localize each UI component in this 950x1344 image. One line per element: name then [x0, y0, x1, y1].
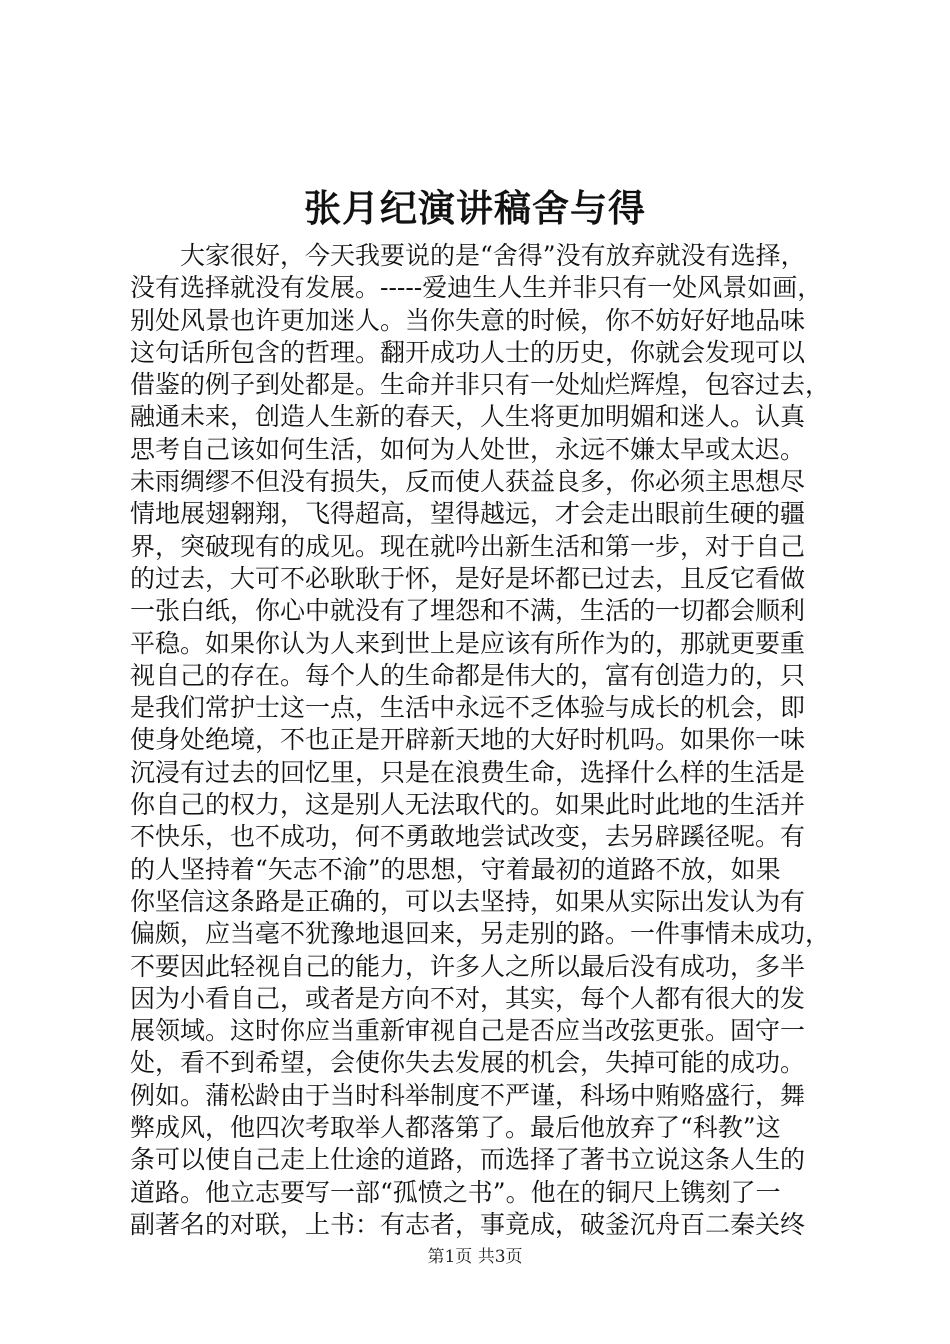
- paragraph-line: 你坚信这条路是正确的，可以去坚持，如果从实际出发认为有: [130, 886, 806, 916]
- paragraph-line: 情地展翅翱翔，飞得超高，望得越远，才会走出眼前生硬的疆: [130, 499, 806, 529]
- paragraph-line: 未雨绸缪不但没有损失，反而使人获益良多，你必须主思想尽: [130, 467, 806, 497]
- paragraph-line: 视自己的存在。每个人的生命都是伟大的，富有创造力的，只: [130, 660, 806, 690]
- paragraph-line: 处，看不到希望，会使你失去发展的机会，失掉可能的成功。: [130, 1048, 806, 1078]
- paragraph-line: 的过去，大可不必耿耿于怀，是好是坏都已过去，且反它看做: [130, 563, 806, 593]
- document-title: 张月纪演讲稿舍与得: [304, 186, 646, 230]
- paragraph-line: 思考自己该如何生活，如何为人处世，永远不嫌太早或太迟。: [130, 434, 806, 464]
- paragraph-line: 借鉴的例子到处都是。生命并非只有一处灿烂辉煌，包容过去，: [130, 370, 831, 400]
- paragraph-line: 例如。蒲松龄由于当时科举制度不严谨，科场中贿赂盛行，舞: [130, 1080, 806, 1110]
- paragraph-line: 大家很好，今天我要说的是“舍得”没有放弃就没有选择，: [180, 241, 806, 270]
- paragraph-line: 沉浸有过去的回忆里，只是在浪费生命，选择什么样的生活是: [130, 757, 806, 787]
- paragraph-line: 没有选择就没有发展。-----爱迪生人生并非只有一处风景如画，: [130, 273, 823, 303]
- paragraph-line: 偏颇，应当毫不犹豫地退回来，另走别的路。一件事情未成功，: [130, 919, 831, 949]
- paragraph-line: 道路。他立志要写一部“孤愤之书”。他在的铜尺上镌刻了一: [130, 1177, 781, 1207]
- paragraph-line: 不快乐，也不成功，何不勇敢地尝试改变，去另辟蹊径呢。有: [130, 822, 806, 852]
- paragraph-line: 条可以使自己走上仕途的道路，而选择了著书立说这条人生的: [130, 1145, 806, 1175]
- paragraph-line: 你自己的权力，这是别人无法取代的。如果此时此地的生活并: [130, 790, 806, 820]
- paragraph-line: 平稳。如果你认为人来到世上是应该有所作为的，那就更要重: [130, 628, 806, 658]
- paragraph-line: 的人坚持着“矢志不渝”的思想，守着最初的道路不放，如果: [130, 854, 781, 884]
- paragraph-line: 不要因此轻视自己的能力，许多人之所以最后没有成功，多半: [130, 951, 806, 981]
- paragraph-line: 弊成风，他四次考取举人都落第了。最后他放弃了“科教”这: [130, 1113, 781, 1143]
- paragraph-line: 一张白纸，你心中就没有了埋怨和不满，生活的一切都会顺利: [130, 596, 806, 626]
- paragraph-line: 副著名的对联，上书：有志者，事竟成，破釜沉舟百二秦关终: [130, 1209, 806, 1239]
- paragraph-line: 展领域。这时你应当重新审视自己是否应当改弦更张。固守一: [130, 1016, 806, 1046]
- paragraph-line: 因为小看自己，或者是方向不对，其实，每个人都有很大的发: [130, 983, 806, 1013]
- document-body: [130, 240, 830, 1241]
- paragraph-line: 使身处绝境，不也正是开辟新天地的大好时机吗。如果你一味: [130, 725, 806, 755]
- page-footer: 第1页 共3页: [427, 1247, 523, 1267]
- paragraph-line: 融通未来，创造人生新的春天，人生将更加明媚和迷人。认真: [130, 402, 806, 432]
- paragraph-line: 是我们常护士这一点，生活中永远不乏体验与成长的机会，即: [130, 693, 806, 723]
- paragraph-line: 这句话所包含的哲理。翻开成功人士的历史，你就会发现可以: [130, 337, 806, 367]
- paragraph-line: 界，突破现有的成见。现在就吟出新生活和第一步，对于自己: [130, 531, 806, 561]
- paragraph-line: 别处风景也许更加迷人。当你失意的时候，你不妨好好地品味: [130, 305, 806, 335]
